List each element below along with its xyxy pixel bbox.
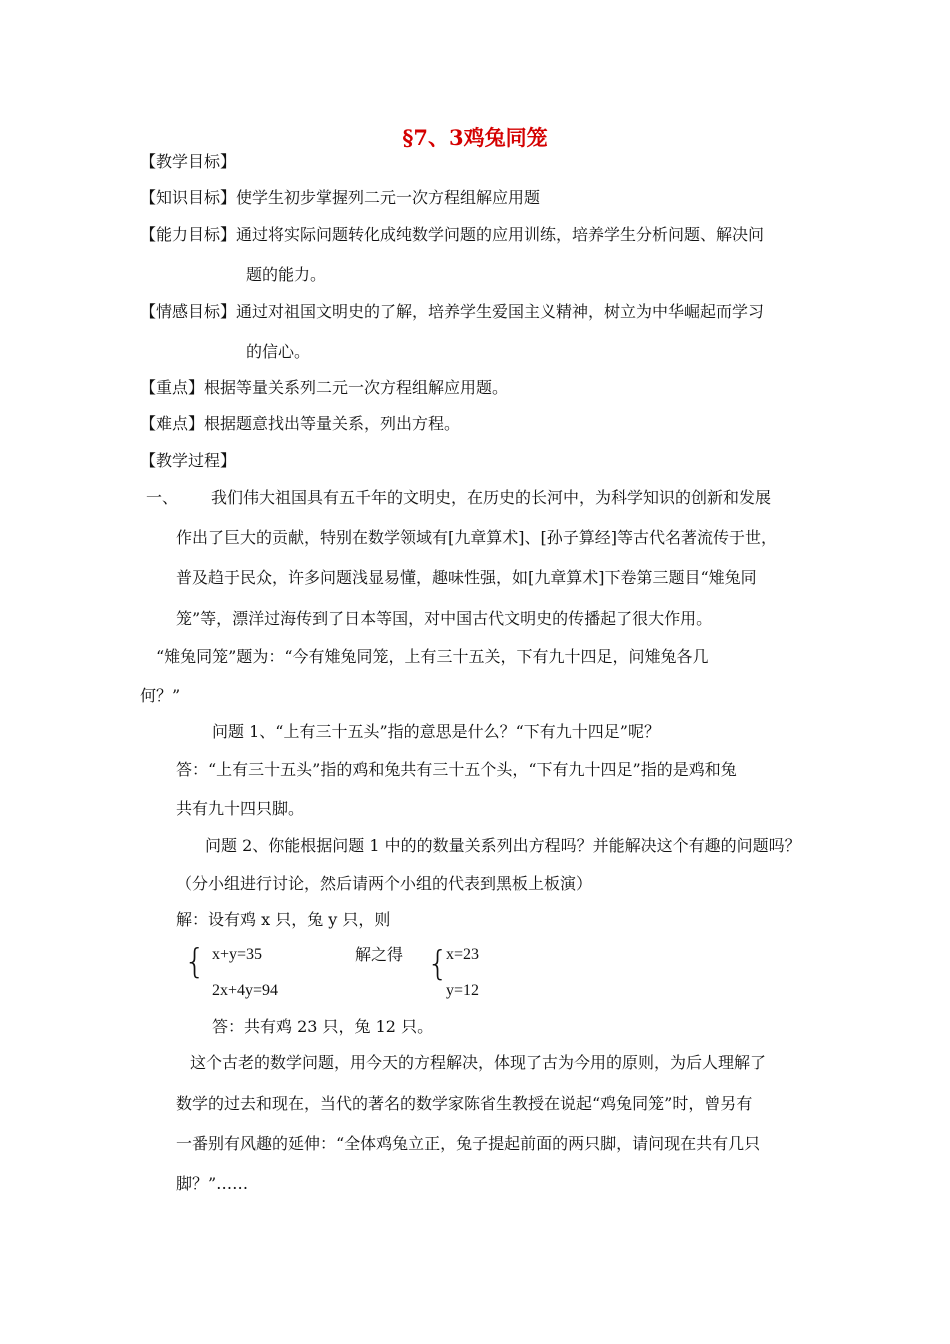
intro-paragraph-line-4: 笼”等，漂洋过海传到了日本等国，对中国古代文明史的传播起了很大作用。: [176, 609, 713, 628]
closing-paragraph-line-2: 数学的过去和现在，当代的著名的数学家陈省生教授在说起“鸡兔同笼”时，曾另有: [176, 1094, 753, 1113]
emotion-objective-line-1: 【情感目标】通过对祖国文明史的了解，培养学生爱国主义精神，树立为中华崛起而学习: [140, 302, 765, 321]
page-title: §7、3鸡兔同笼: [402, 125, 548, 150]
key-point: 【重点】根据等量关系列二元一次方程组解应用题。: [140, 378, 509, 397]
equation-2: 2x+4y=94: [212, 982, 279, 999]
answer-1-line-1: 答：“上有三十五头”指的鸡和兔共有三十五个头，“下有九十四足”指的是鸡和兔: [176, 760, 737, 779]
difficulty-point: 【难点】根据题意找出等量关系，列出方程。: [140, 414, 461, 433]
question-2: 问题 2、你能根据问题 1 中的的数量关系列出方程吗？并能解决这个有趣的问题吗？: [205, 836, 801, 855]
answer-1-line-2: 共有九十四只脚。: [176, 799, 305, 818]
question-2-note: （分小组进行讨论，然后请两个小组的代表到黑板上板演）: [176, 874, 593, 893]
knowledge-objective: 【知识目标】使学生初步掌握列二元一次方程组解应用题: [140, 188, 541, 207]
closing-paragraph-line-4: 脚？”……: [176, 1174, 249, 1193]
objectives-heading: 【教学目标】: [140, 152, 237, 171]
ability-objective-line-2: 题的能力。: [246, 265, 327, 284]
section-number: 一、: [146, 488, 179, 507]
problem-statement-line-2: 何？”: [140, 686, 181, 705]
intro-paragraph-line-2: 作出了巨大的贡献，特别在数学领域有[九章算术]、[孙子算经]等古代名著流传于世，: [176, 528, 777, 547]
solution-x: x=23: [446, 946, 480, 963]
closing-paragraph-line-3: 一番别有风趣的延伸：“全体鸡兔立正，兔子提起前面的两只脚，请问现在共有几只: [176, 1134, 761, 1153]
question-1: 问题 1、“上有三十五头”指的意思是什么？“下有九十四足”呢？: [212, 722, 660, 741]
solution-intro: 解：设有鸡 x 只，兔 y 只，则: [176, 910, 391, 929]
solve-label: 解之得: [355, 945, 404, 964]
ability-objective-line-1: 【能力目标】通过将实际问题转化成纯数学问题的应用训练，培养学生分析问题、解决问: [140, 225, 765, 244]
final-answer: 答：共有鸡 23 只，兔 12 只。: [212, 1017, 434, 1036]
solution-system-brace: {: [427, 944, 449, 984]
process-heading: 【教学过程】: [140, 451, 237, 470]
problem-statement-line-1: “雉兔同笼”题为：“今有雉兔同笼，上有三十五关，下有九十四足，问雉兔各几: [156, 647, 709, 666]
equation-1: x+y=35: [212, 946, 263, 963]
intro-paragraph-line-3: 普及趋于民众，许多问题浅显易懂，趣味性强，如[九章算术]下卷第三题目“雉兔同: [176, 568, 757, 587]
closing-paragraph-line-1: 这个古老的数学问题，用今天的方程解决，体现了古为今用的原则，为后人理解了: [190, 1053, 767, 1072]
equation-system-brace: {: [184, 942, 206, 982]
emotion-objective-line-2: 的信心。: [246, 342, 311, 361]
solution-y: y=12: [446, 982, 480, 999]
intro-paragraph-line-1: 我们伟大祖国具有五千年的文明史，在历史的长河中，为科学知识的创新和发展: [211, 488, 772, 507]
